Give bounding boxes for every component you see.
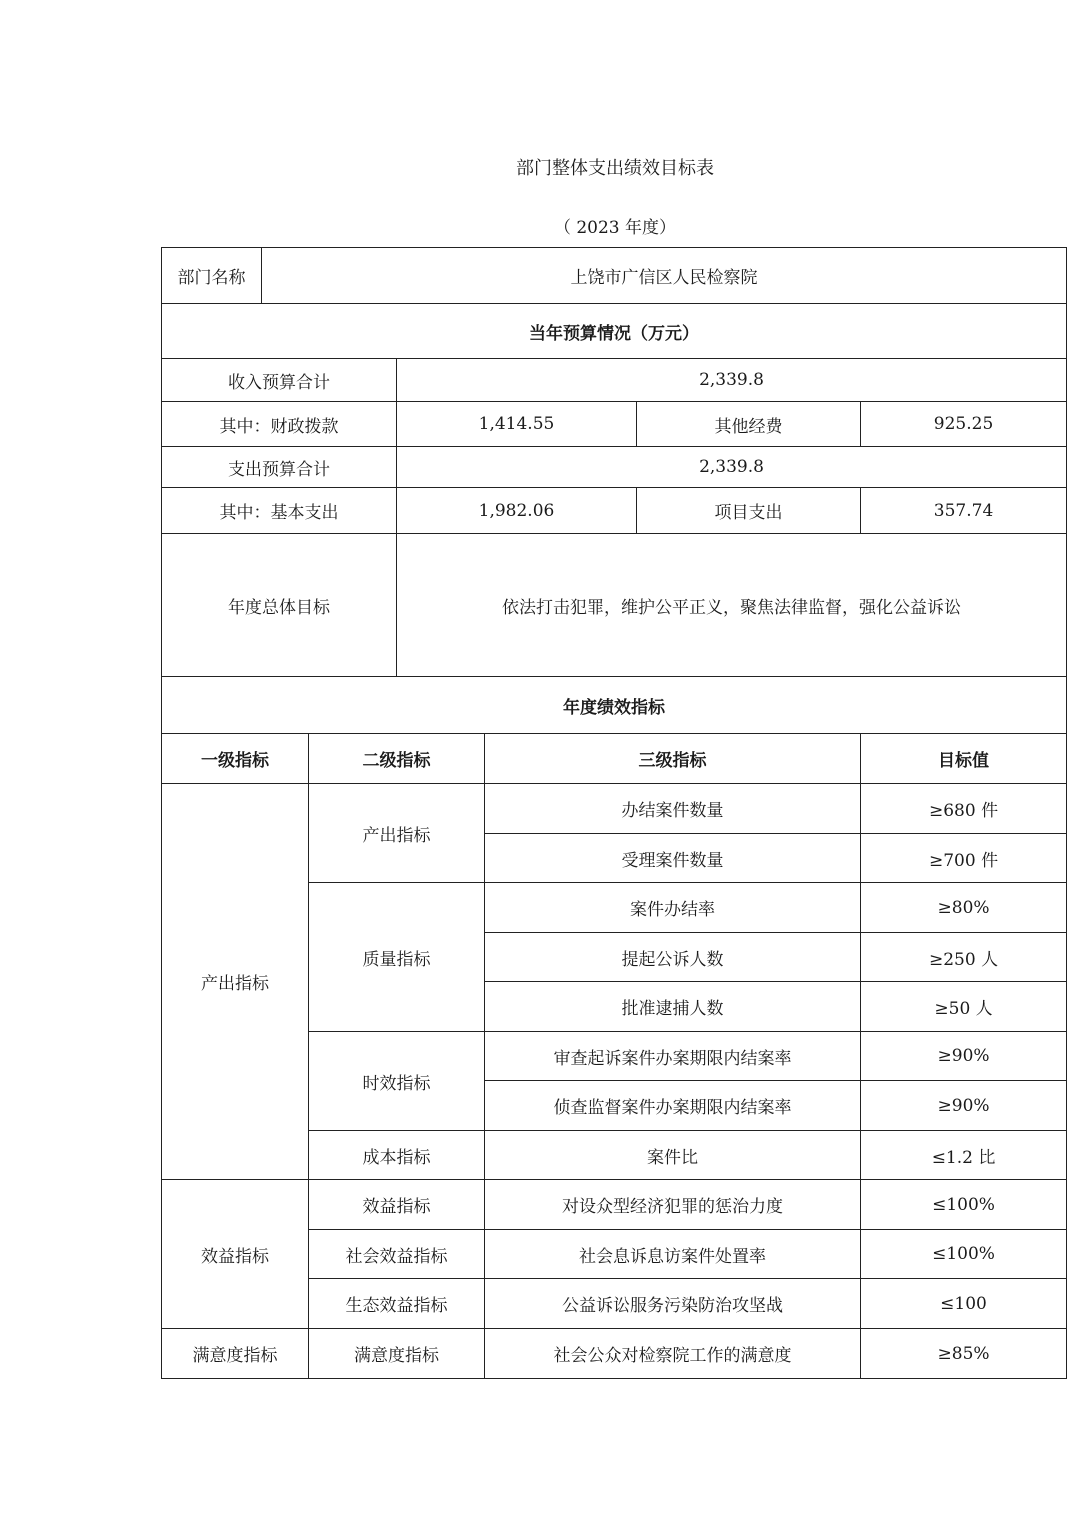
document-year-text: （ 2023 年度） [553,218,677,238]
budget-section-title: 当年预算情况（万元） [162,304,1067,359]
basic-label: 其中：基本支出 [162,488,397,534]
level2-quality: 质量指标 [309,883,485,1032]
expense-total-row [162,447,1067,488]
table-row [162,1329,1067,1379]
fiscal-label: 其中：财政拨款 [162,402,397,447]
target-cell: ≥50 人 [861,982,1067,1032]
indicator-cell: 提起公诉人数 [485,933,861,982]
other-label: 其他经费 [637,402,861,447]
target-cell: ≥680 件 [861,784,1067,834]
level2-benefit: 效益指标 [309,1180,485,1230]
indicator-cell: 办结案件数量 [485,784,861,834]
performance-section-title: 年度绩效指标 [162,677,1067,734]
document-title-text: 部门整体支出绩效目标表 [516,158,714,179]
indicator-cell: 案件办结率 [485,883,861,933]
indicator-cell: 公益诉讼服务污染防治攻坚战 [485,1279,861,1329]
level1-satisfaction: 满意度指标 [162,1329,309,1379]
basic-row [162,488,1067,534]
expense-total-label: 支出预算合计 [162,447,397,488]
target-cell: ≥250 人 [861,933,1067,982]
indicator-cell: 案件比 [485,1131,861,1180]
indicator-cell: 社会公众对检察院工作的满意度 [485,1329,861,1379]
indicator-cell: 批准逮捕人数 [485,982,861,1032]
indicator-cell: 对设众型经济犯罪的惩治力度 [485,1180,861,1230]
table-row [162,1180,1067,1230]
target-cell: ≤100% [861,1230,1067,1279]
expense-total-value: 2,339.8 [397,447,1067,488]
level2-satisfaction: 满意度指标 [309,1329,485,1379]
goal-value: 依法打击犯罪，维护公平正义，聚焦法律监督，强化公益诉讼 [397,534,1067,677]
level2-eco-benefit: 生态效益指标 [309,1279,485,1329]
target-cell: ≤100% [861,1180,1067,1230]
dept-value: 上饶市广信区人民检察院 [262,248,1067,304]
income-total-value: 2,339.8 [397,359,1067,402]
dept-label: 部门名称 [162,248,262,304]
fiscal-value: 1,414.55 [397,402,637,447]
target-cell: ≥700 件 [861,834,1067,883]
target-cell: ≤1.2 比 [861,1131,1067,1180]
document-title [0,154,1074,180]
project-value: 357.74 [861,488,1067,534]
level2-social-benefit: 社会效益指标 [309,1230,485,1279]
indicator-cell: 侦查监督案件办案期限内结案率 [485,1081,861,1131]
target-cell: ≥85% [861,1329,1067,1379]
performance-table [161,247,1067,1379]
header-level3: 三级指标 [485,734,861,784]
dept-row [162,248,1067,304]
goal-row [162,534,1067,677]
project-label: 项目支出 [637,488,861,534]
target-cell: ≤100 [861,1279,1067,1329]
other-value: 925.25 [861,402,1067,447]
level1-output: 产出指标 [162,784,309,1180]
basic-value: 1,982.06 [397,488,637,534]
income-total-label: 收入预算合计 [162,359,397,402]
goal-label: 年度总体目标 [162,534,397,677]
indicator-cell: 审查起诉案件办案期限内结案率 [485,1032,861,1081]
budget-section-row [162,304,1067,359]
target-cell: ≥90% [861,1081,1067,1131]
table-row [162,784,1067,834]
target-cell: ≥80% [861,883,1067,933]
performance-header-row [162,734,1067,784]
indicator-cell: 社会息诉息访案件处置率 [485,1230,861,1279]
header-level1: 一级指标 [162,734,309,784]
performance-section-row [162,677,1067,734]
target-cell: ≥90% [861,1032,1067,1081]
header-level2: 二级指标 [309,734,485,784]
document-year [0,213,1074,238]
fiscal-row [162,402,1067,447]
income-total-row [162,359,1067,402]
header-target: 目标值 [861,734,1067,784]
level2-output: 产出指标 [309,784,485,883]
indicator-cell: 受理案件数量 [485,834,861,883]
level1-benefit: 效益指标 [162,1180,309,1329]
level2-cost: 成本指标 [309,1131,485,1180]
level2-timeliness: 时效指标 [309,1032,485,1131]
